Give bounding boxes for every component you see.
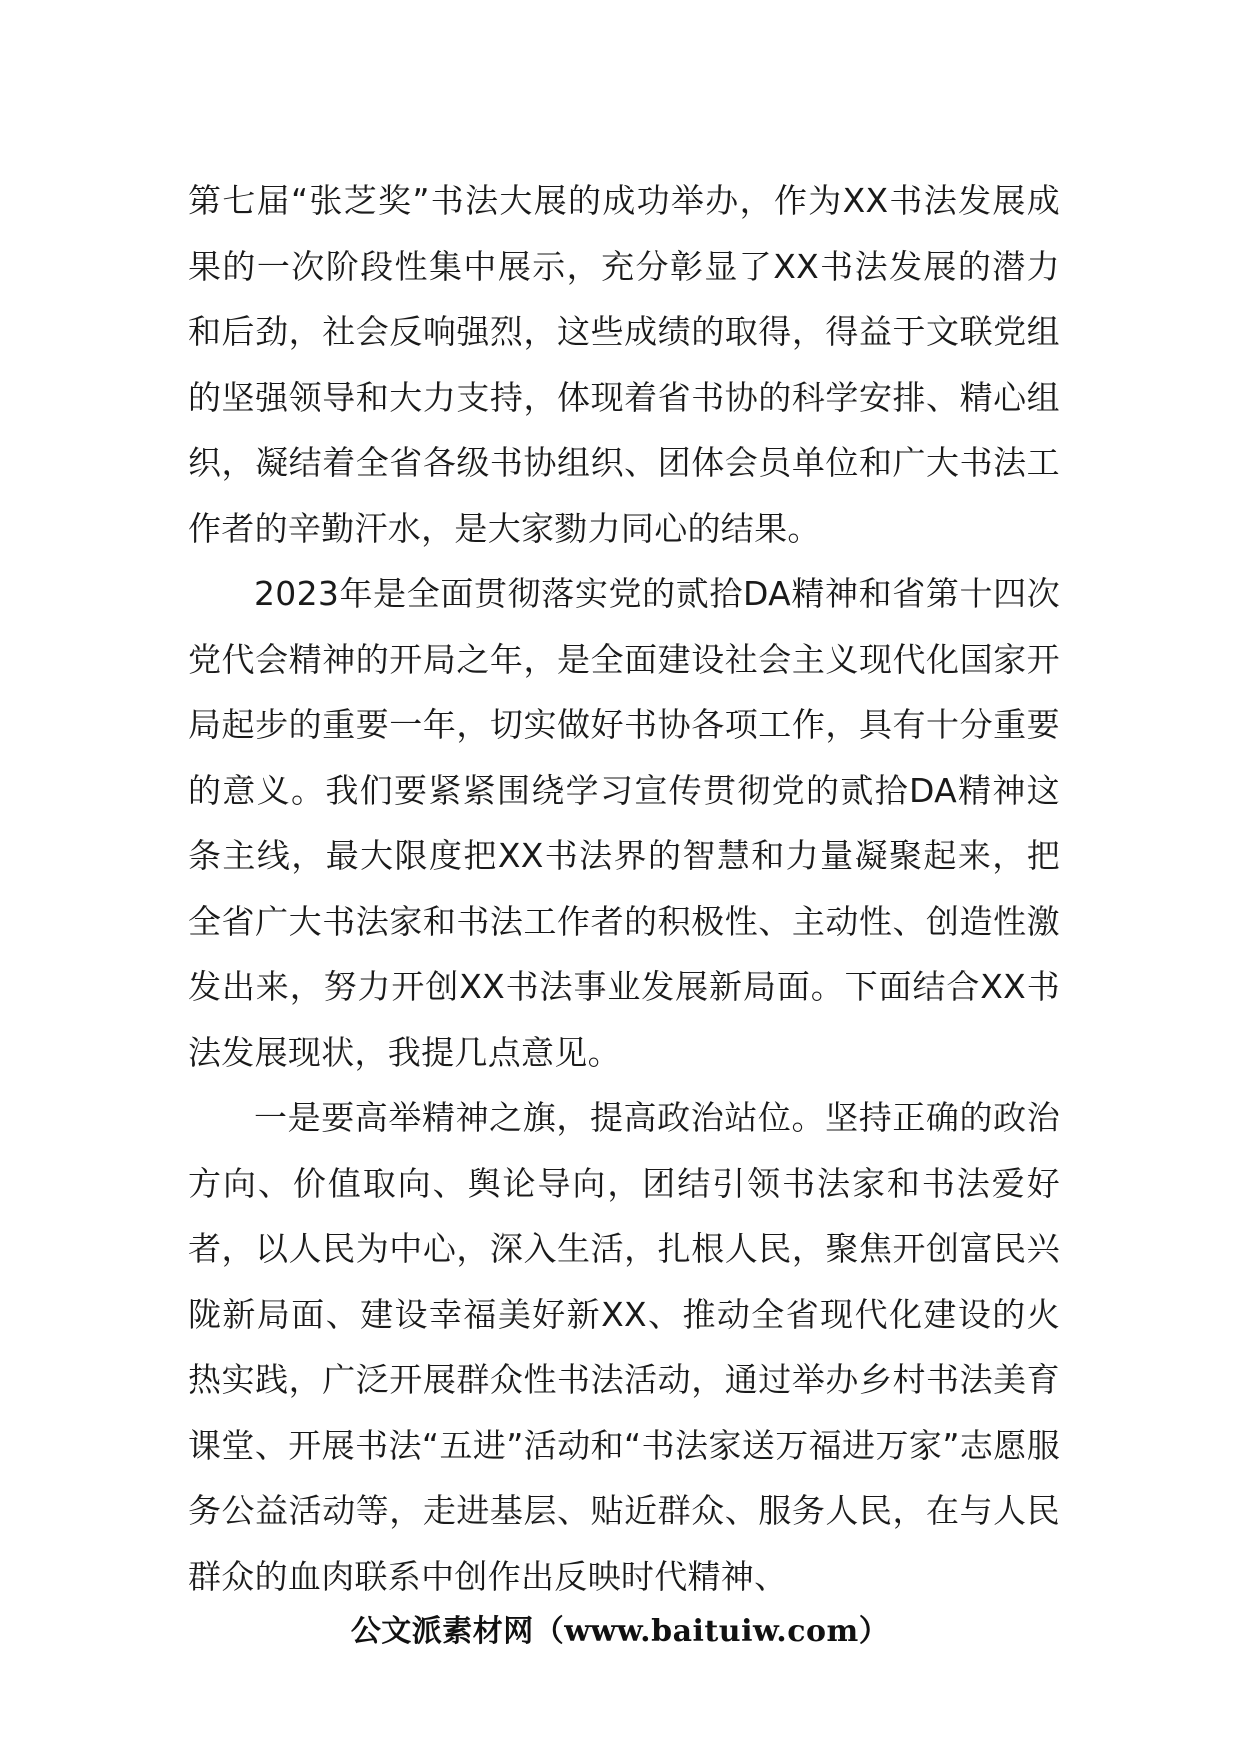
document-body xyxy=(188,168,1060,1609)
paragraph-2 xyxy=(188,561,1060,1085)
paragraph-3-lead: 一是要高举精神之旗，提高政治站位。 xyxy=(254,1098,826,1137)
paragraph-2-text: 2023年是全面贯彻落实党的贰拾DA精神和省第十四次党代会精神的开局之年，是全面建设社会主义现代化国家开局起步的重要一年，切实做好书协各项工作，具有十分重要的意义。我们要紧紧围绕学习宣传贯彻党的贰拾DA精神这条主线，最大限度把XX书法界的智慧和力量凝聚起来，把全省广大书法家和书法工作者的积极性、主动性、创造性激发出来，努力开创XX书法事业发展新局面。下面结合XX书法发展现状，我提几点意见。 xyxy=(188,574,1060,1072)
paragraph-1-text: 第七届“张芝奖”书法大展的成功举办，作为XX书法发展成果的一次阶段性集中展示，充分彰显了XX书法发展的潜力和后劲，社会反响强烈，这些成绩的取得，得益于文联党组的坚强领导和大力支持，体现着省书协的科学安排、精心组织，凝结着全省各级书协组织、团体会员单位和广大书法工作者的辛勤汗水，是大家勠力同心的结果。 xyxy=(188,181,1060,548)
paragraph-3-text: 坚持正确的政治方向、价值取向、舆论导向，团结引领书法家和书法爱好者，以人民为中心，深入生活，扎根人民，聚焦开创富民兴陇新局面、建设幸福美好新XX、推动全省现代化建设的火热实践，广泛开展群众性书法活动，通过举办乡村书法美育课堂、开展书法“五进”活动和“书法家送万福进万家”志愿服务公益活动等，走进基层、贴近群众、服务人民，在与人民群众的血肉联系中创作出反映时代精神、 xyxy=(188,1098,1060,1596)
paragraph-3 xyxy=(188,1085,1060,1609)
paragraph-1 xyxy=(188,168,1060,561)
footer-watermark: 公文派素材网（www.baituiw.com） xyxy=(350,1614,890,1649)
